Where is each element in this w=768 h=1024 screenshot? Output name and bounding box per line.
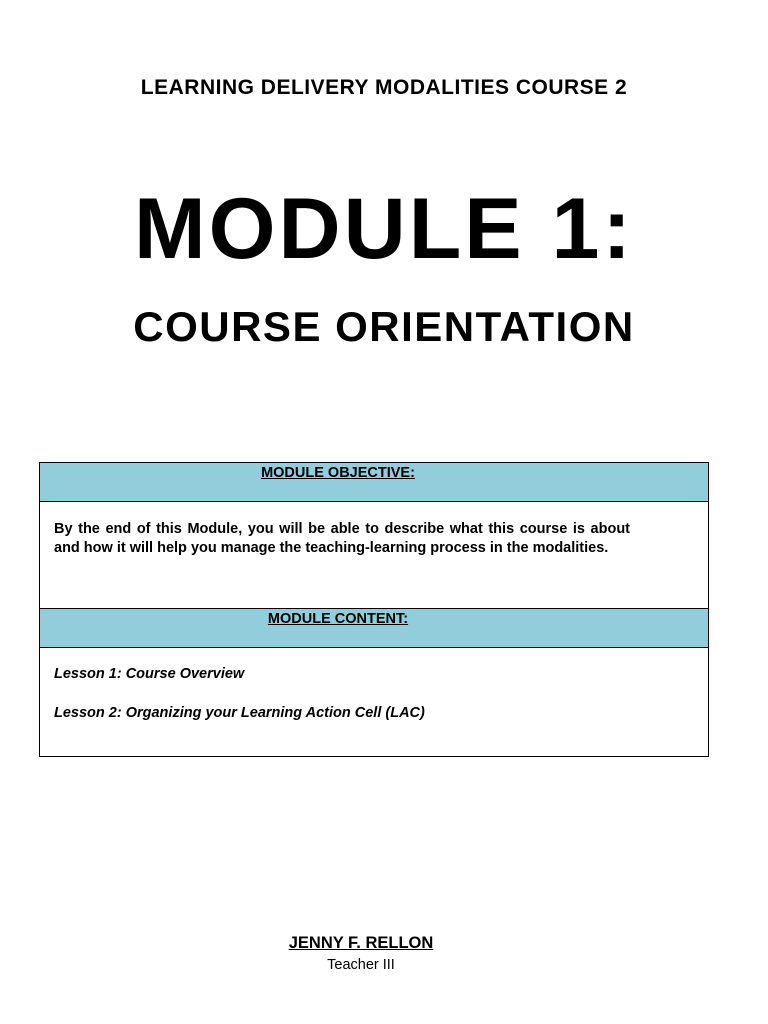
author-name: JENNY F. RELLON xyxy=(288,934,434,952)
objective-text: By the end of this Module, you will be able to describe what this course is about and how it will help you manage the teaching-learning process in the modalities. xyxy=(54,521,630,556)
objective-body xyxy=(40,502,708,609)
module-number-heading: MODULE 1: xyxy=(134,181,634,277)
objective-header xyxy=(40,463,708,502)
content-header xyxy=(40,609,708,648)
author-role: Teacher III xyxy=(327,957,395,973)
lesson-item: Lesson 2: Organizing your Learning Action Cell (LAC) xyxy=(54,705,425,721)
module-info-table xyxy=(39,462,709,757)
module-name-heading: COURSE ORIENTATION xyxy=(133,303,635,350)
course-title: LEARNING DELIVERY MODALITIES COURSE 2 xyxy=(140,76,628,99)
lesson-item: Lesson 1: Course Overview xyxy=(54,666,245,682)
content-body xyxy=(40,648,708,756)
content-header-label: MODULE CONTENT: xyxy=(267,611,409,627)
objective-header-label: MODULE OBJECTIVE: xyxy=(261,465,415,481)
